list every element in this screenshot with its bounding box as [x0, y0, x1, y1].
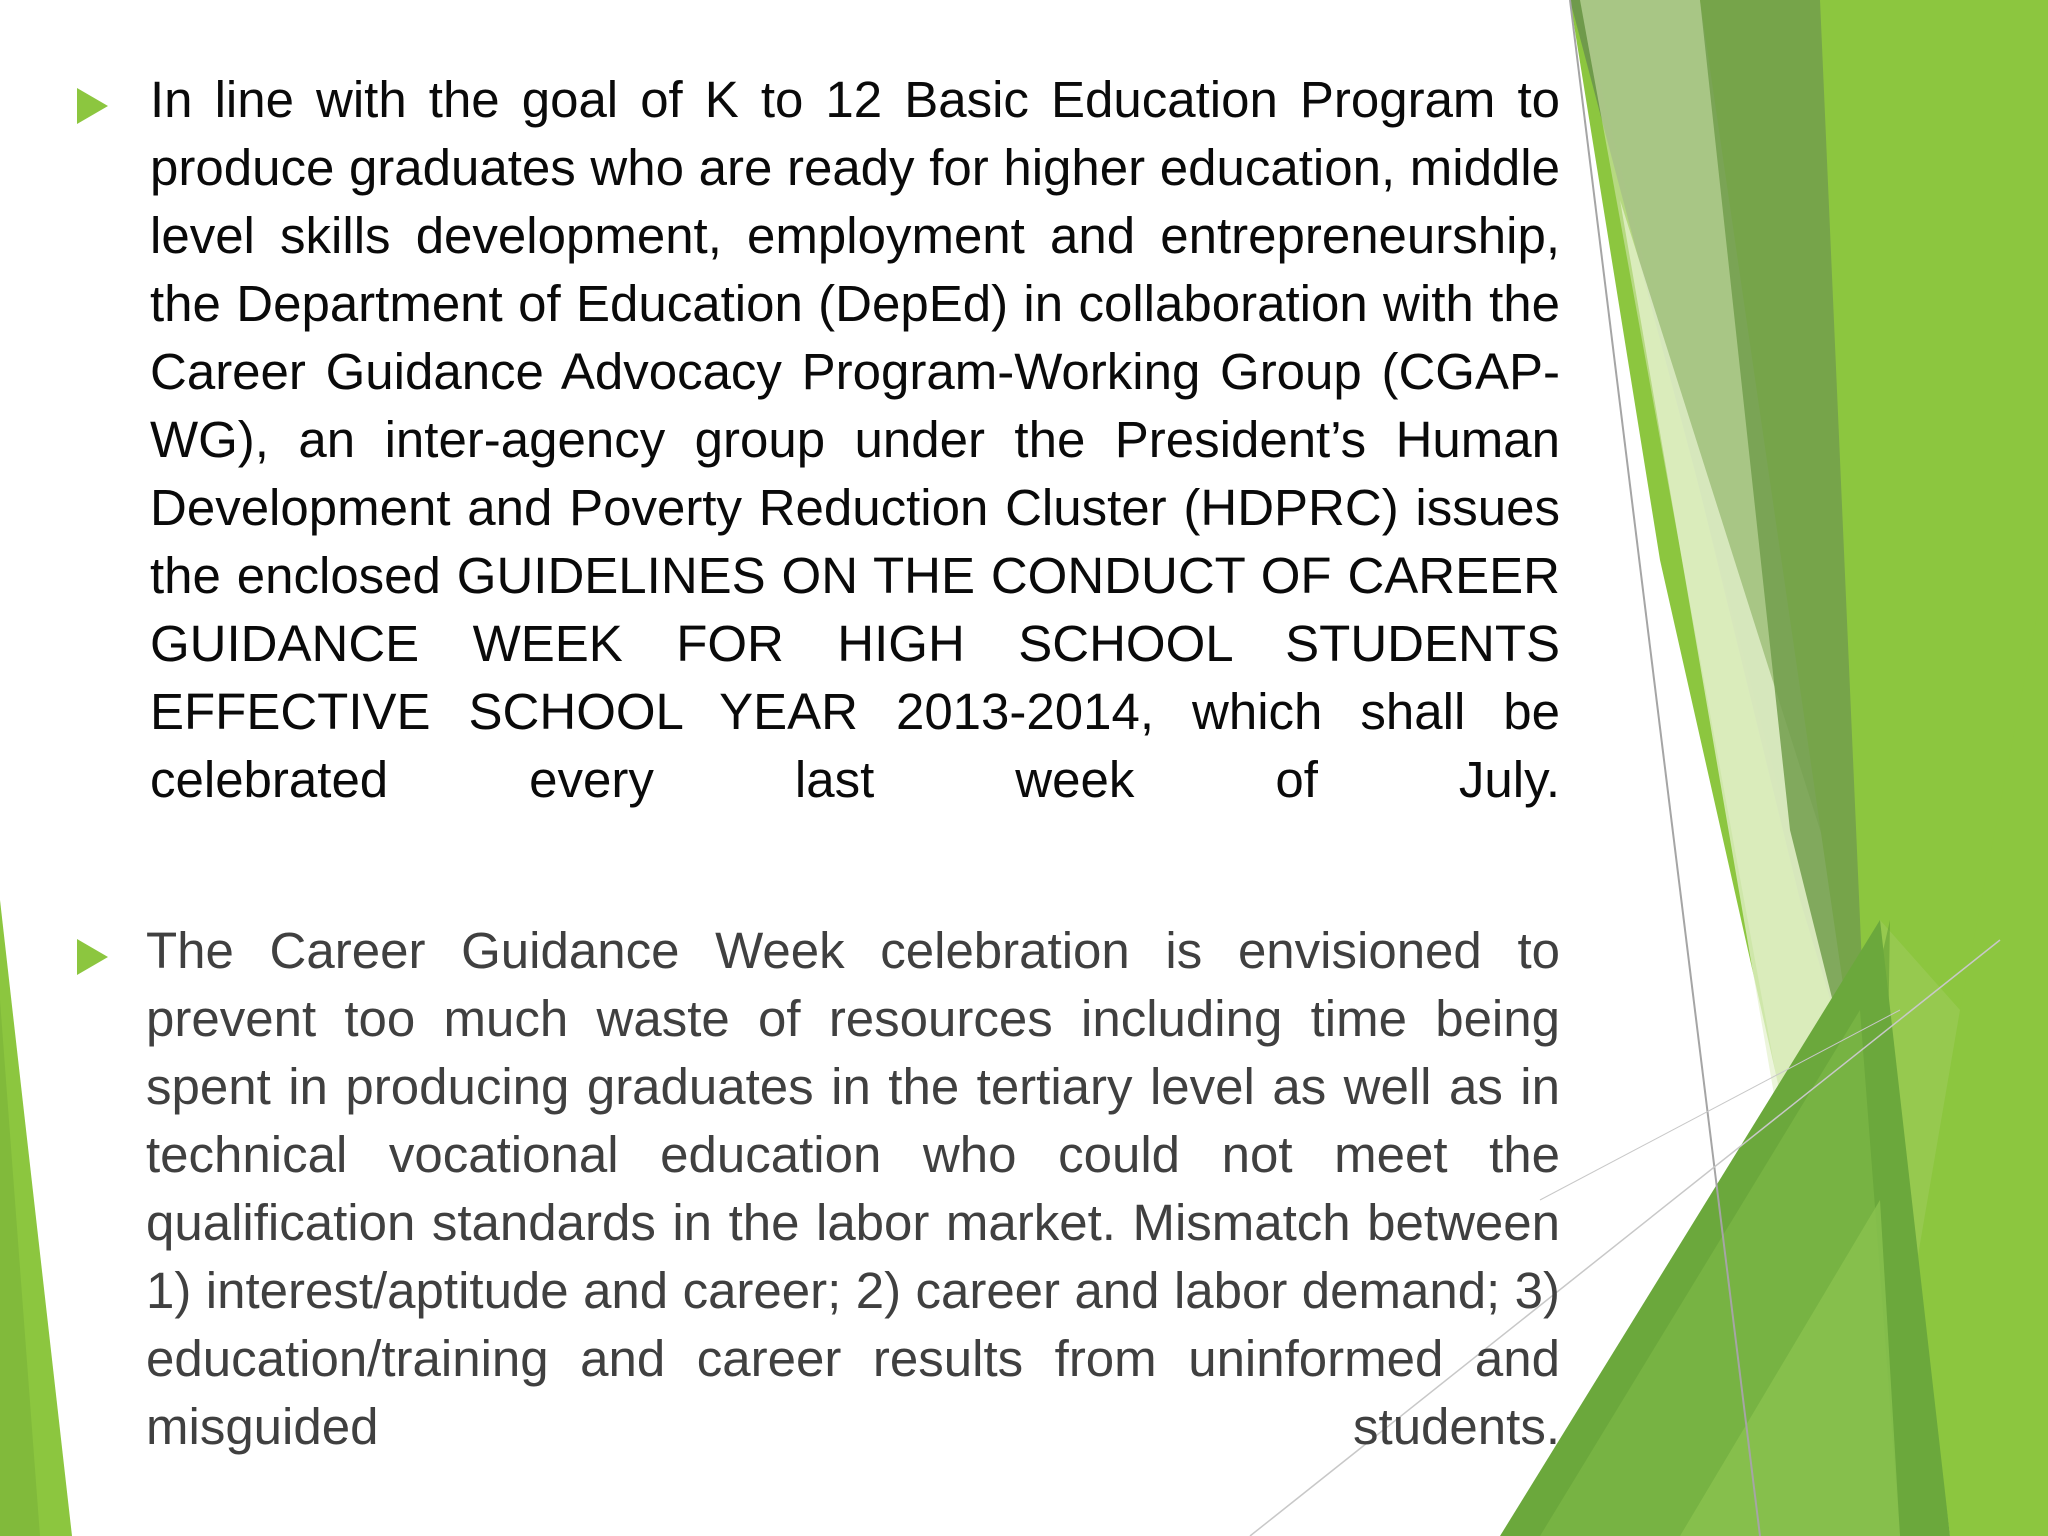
triangle-bullet-icon: [77, 88, 108, 124]
triangle-bullet-icon: [77, 939, 108, 975]
bullet-text: The Career Guidance Week celebration is envisioned to prevent too much waste of resources including time being spent in producing graduates in the tertiary level as well as in technical vocational education who could not meet the qualification standards in the labor market. Mismatch between 1) interest/aptitude and career; 2) career and labor demand; 3) education/training and career results from uninformed and misguided students.: [146, 922, 1560, 1455]
bullet-text: In line with the goal of K to 12 Basic Education Program to produce graduates who are ready for higher education, middle level skills development, employment and entrepreneurship, the Department of Education (DepEd) in collaboration with the Career Guidance Advocacy Program-Working Group (CGAP-WG), an inter-agency group under the President’s Human Development and Poverty Reduction Cluster (HDPRC) issues the enclosed GUIDELINES ON THE CONDUCT OF CAREER GUIDANCE WEEK FOR HIGH SCHOOL STUDENTS EFFECTIVE SCHOOL YEAR 2013-2014, which shall be celebrated every last week of July.: [150, 71, 1560, 808]
